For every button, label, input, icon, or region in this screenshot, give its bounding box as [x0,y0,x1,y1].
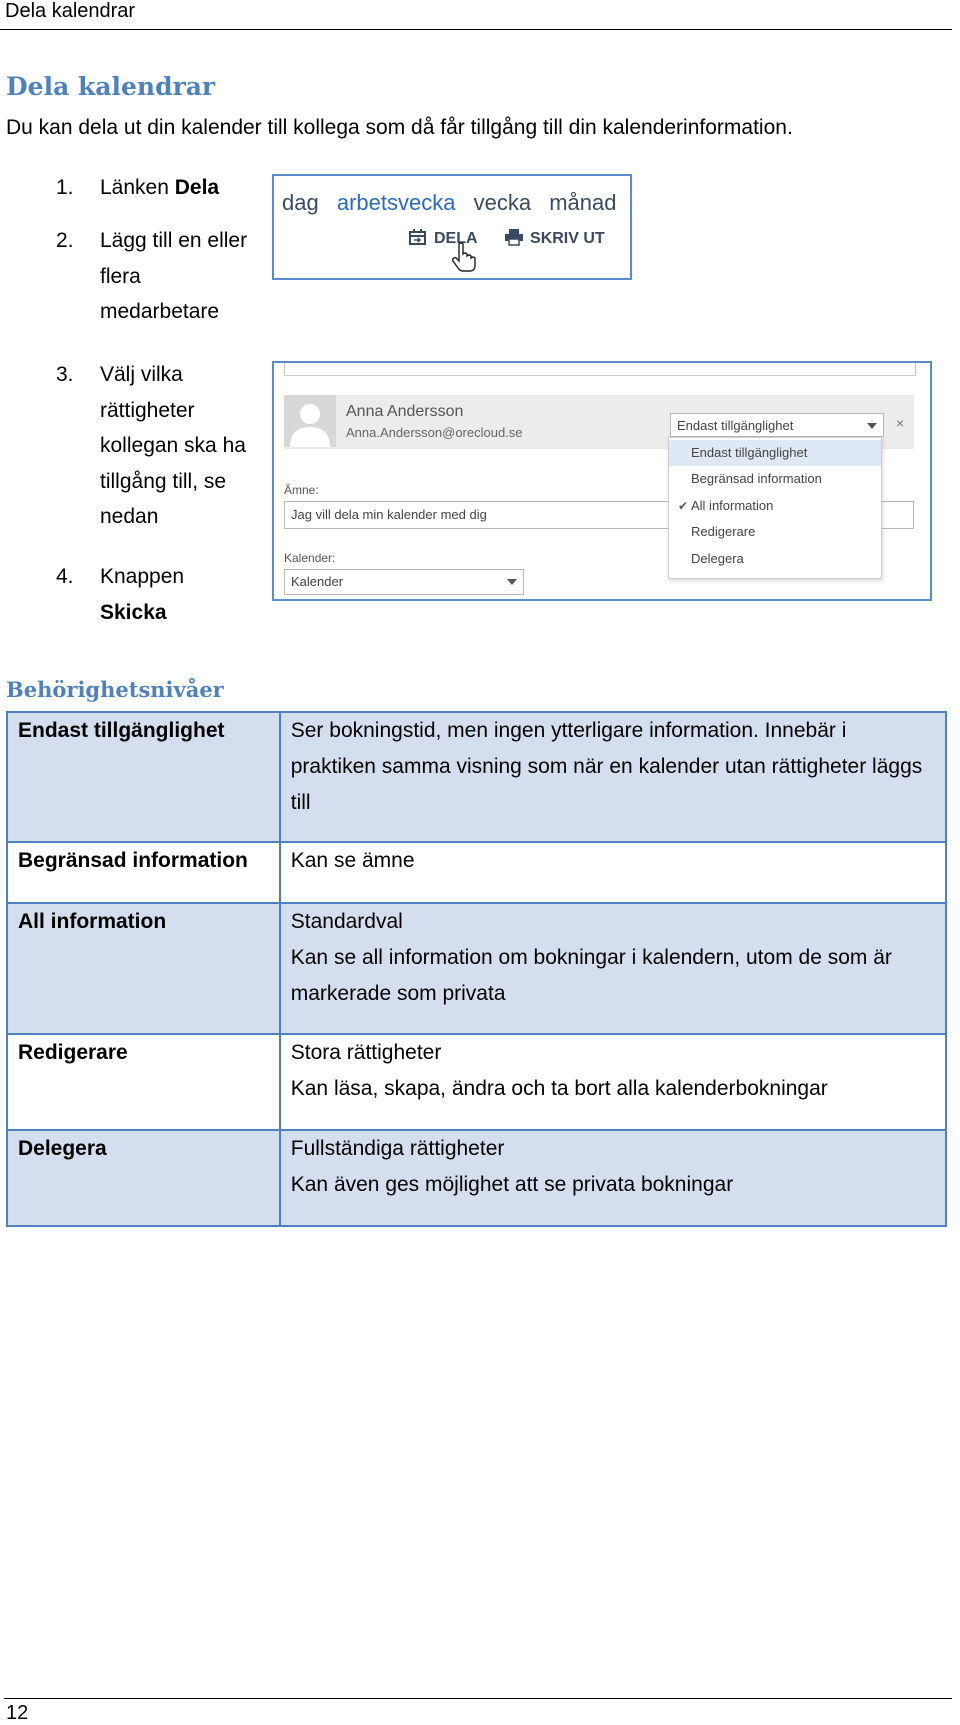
description-line: Ser bokningstid, men ingen ytterligare information. Innebär i praktiken samma visning som när en kalender utan rättigheter läggs till [290,719,923,814]
step-number: 4. [56,565,74,588]
recipient-field-edge [284,363,916,376]
step-number: 3. [56,363,74,386]
checkmark-icon: ✔ [678,499,689,513]
close-icon[interactable]: × [896,415,905,431]
step-text [100,223,250,330]
option-label: All information [691,498,774,513]
description-line: Kan se ämne [290,849,415,872]
step-text-bold: Skicka [100,600,167,624]
intro-paragraph: Du kan dela ut din kalender till kollega som då får tillgång till din kalenderinformation. [6,116,793,139]
section-title: Behörighetsnivåer [6,677,224,702]
level-name: All information [7,903,280,1034]
page-number: 12 [6,1702,29,1724]
level-description [280,1034,946,1130]
permission-levels-table [6,711,947,1227]
table-row [7,1130,946,1226]
option-label: Redigerare [691,524,756,539]
level-description [280,842,946,903]
share-dialog-screenshot [272,361,932,601]
printer-icon [504,228,524,246]
option-label: Begränsad information [691,471,822,486]
tab-work-week[interactable]: arbetsvecka [336,190,456,215]
permission-select[interactable] [670,413,884,437]
description-line: Kan läsa, skapa, ändra och ta bort alla kalenderbokningar [290,1077,828,1100]
permission-option[interactable] [669,493,881,519]
view-tabs [282,190,628,216]
permission-dropdown [668,437,882,579]
print-button[interactable] [504,228,605,248]
description-line: Fullständiga rättigheter [290,1137,505,1160]
level-name: Delegera [7,1130,280,1226]
tab-month[interactable]: månad [549,190,617,215]
step-text-plain: Knappen [100,565,185,588]
step-text [100,170,250,206]
recipient-email: Anna.Andersson@orecloud.se [346,425,523,440]
description-line: Standardval [290,910,403,933]
option-label: Delegera [691,551,744,566]
subject-label: Ämne: [284,483,319,497]
step-text-plain: Länken [100,176,175,199]
step-number: 2. [56,229,74,252]
chevron-down-icon [507,579,517,585]
table-row [7,842,946,903]
footer-rule [4,1698,952,1699]
step-text-bold: Dela [174,176,220,199]
permission-option[interactable] [669,519,881,545]
step-text-plain: Välj vilka rättigheter kollegan ska ha tillgång till, se nedan [100,363,246,528]
table-row [7,903,946,1034]
page-header [0,0,952,30]
share-label: DELA [434,230,478,247]
table-row [7,712,946,842]
running-title: Dela kalendrar [5,0,136,22]
table-row [7,1034,946,1130]
calendar-selected-value: Kalender [291,574,344,589]
calendar-select[interactable] [284,569,524,595]
recipient-name: Anna Andersson [346,403,464,420]
permission-option[interactable] [669,466,881,492]
calendar-toolbar-screenshot [272,174,632,280]
description-line: Kan även ges möjlighet att se privata bokningar [290,1173,734,1196]
step-text-plain: Lägg till en eller flera medarbetare [100,229,248,323]
step-text [100,357,250,535]
print-label: SKRIV UT [530,230,605,247]
tab-week[interactable]: vecka [473,190,532,215]
description-line: Stora rättigheter [290,1041,442,1064]
step-number: 1. [56,176,74,199]
calendar-share-icon [408,228,428,246]
level-description [280,903,946,1034]
permission-option[interactable] [669,440,881,466]
calendar-label: Kalender: [284,551,336,565]
subject-input[interactable]: Jag vill dela min kalender med dig [284,501,914,529]
person-icon [284,395,336,447]
chevron-down-icon [867,423,877,429]
step-text [100,559,250,630]
permission-selected-value: Endast tillgänglighet [677,418,794,433]
option-label: Endast tillgänglighet [691,445,808,460]
tab-day[interactable]: dag [282,190,319,215]
level-description [280,712,946,842]
hand-cursor-icon [451,242,477,272]
level-name: Redigerare [7,1034,280,1130]
level-name: Endast tillgänglighet [7,712,280,842]
level-name: Begränsad information [7,842,280,903]
avatar [284,395,336,447]
level-description [280,1130,946,1226]
description-line: Kan se all information om bokningar i kalendern, utom de som är markerade som privata [290,946,892,1005]
permission-option[interactable] [669,546,881,572]
toolbar-actions [408,228,627,248]
page-title: Dela kalendrar [6,72,216,101]
